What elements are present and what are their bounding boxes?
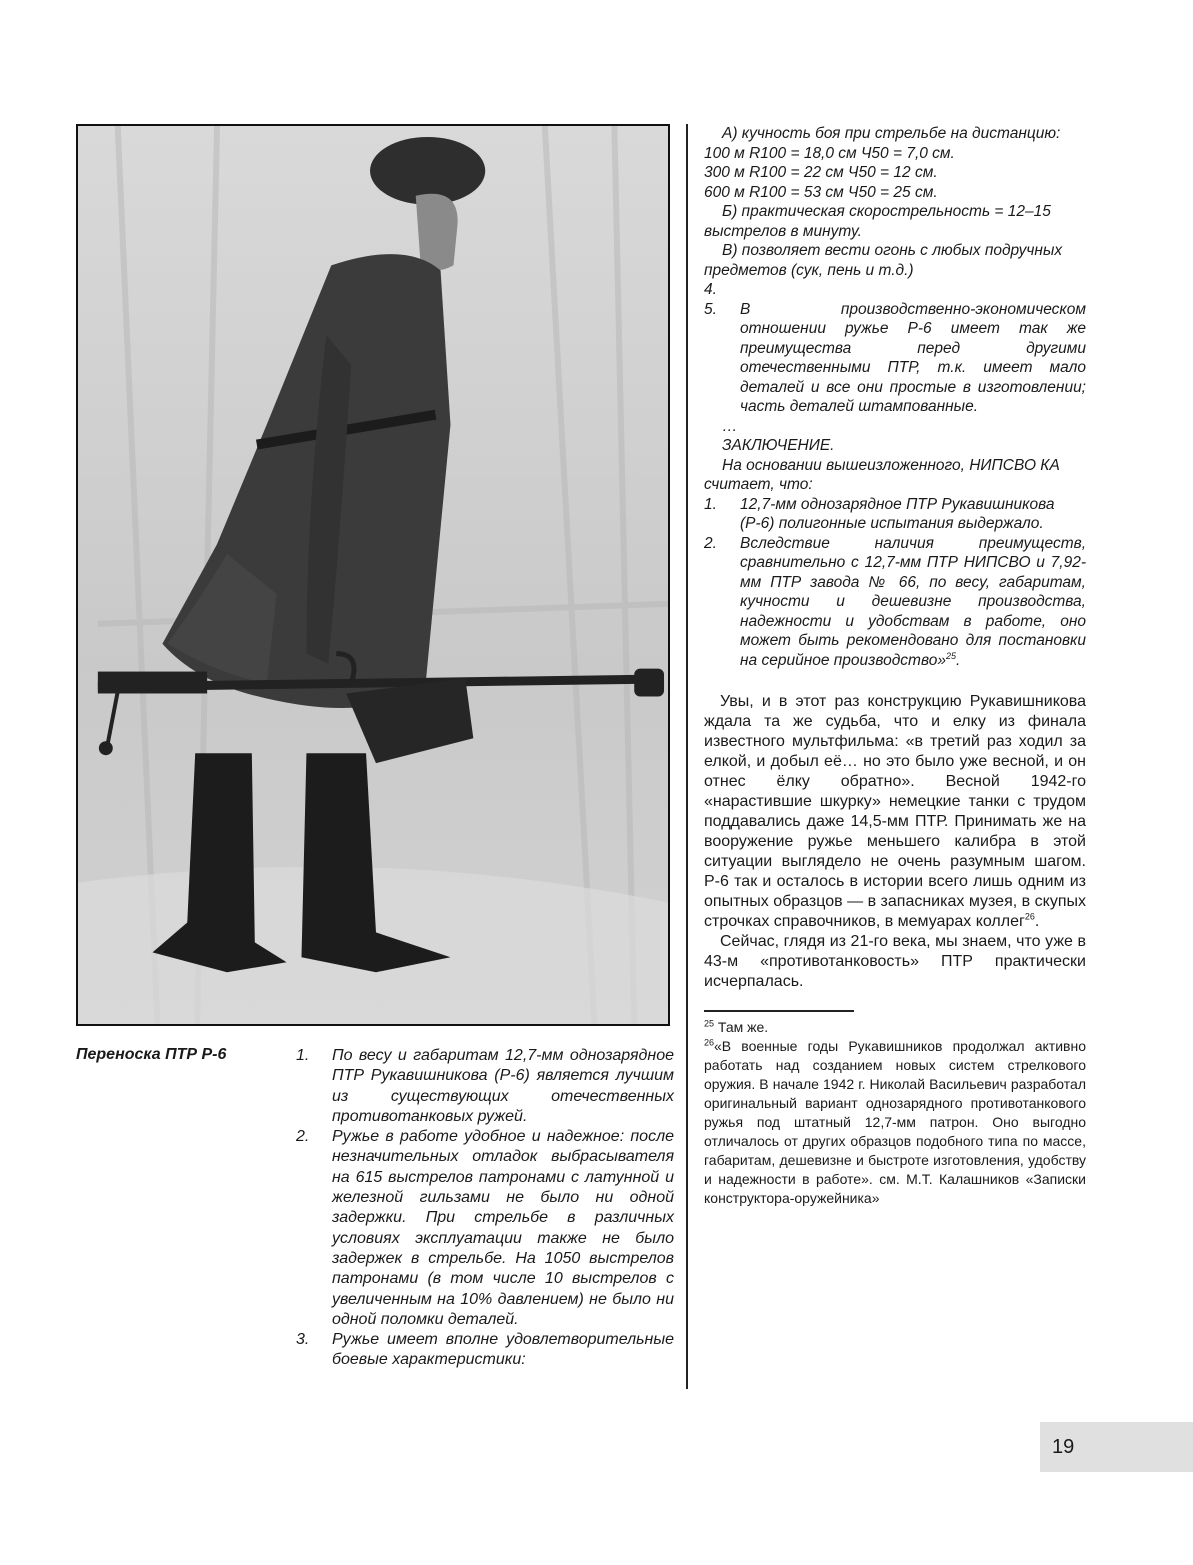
list-item: 4. (704, 281, 717, 298)
list-item: 3. Ружье имеет вполне удовлетворительные боевые характеристики: (296, 1331, 674, 1369)
conclusion-list (704, 495, 1086, 671)
footnote: $^{26}$«В военные годы Рукавишников продолжал активно работать над созданием новых систем стрелкового оружия. В начале 1942 г. Николай Васильевич разработал оригинальный вариант однозарядного противотанкового ружья под штатный 12,7-мм патрон. Оно выгодно отличалось от других образцов подобного типа по массе, габаритам, дешевизне и быстроте изготовления, удобству и надежности в работе». см. М.Т. Калашников «Записки конструктора-оружейника» (704, 1037, 1086, 1206)
item-a-line1: А) кучность боя при стрельбе на дистанцию: (722, 125, 1061, 142)
conclusion-intro: На основании вышеизложенного, НИПСВО КА считает, что: (704, 456, 1060, 493)
column-divider (686, 124, 688, 1389)
ellipsis: … (722, 417, 738, 435)
numbered-list-1-3 (296, 1046, 674, 1371)
list-item: 5. В производственно-экономическом отношении ружье Р-6 имеет так же преимущества перед другими отечественными ПТР, т.к. имеет мало деталей и все они простые в изготовлении; часть деталей штампованные. (704, 300, 1086, 415)
photo-illustration (78, 126, 668, 1024)
list-item: 1. 12,7-мм однозарядное ПТР Рукавишникова (Р-6) полигонные испытания выдержало. (704, 495, 1055, 532)
numbered-list-4-5 (704, 280, 1086, 417)
photo-caption: Переноска ПТР Р-6 (76, 1046, 227, 1063)
page-number: 19 (1040, 1422, 1193, 1472)
photo-soldier-with-rifle (76, 124, 670, 1026)
conclusion-title: ЗАКЛЮЧЕНИЕ. (722, 437, 835, 454)
body-paragraph: Сейчас, глядя из 21-го века, мы знаем, что уже в 43-м «противотанковость» ПТР практически исчерпалась. (704, 933, 1086, 990)
middle-column (296, 1046, 674, 1371)
item-a-line2: 100 м R100 = 18,0 см Ч50 = 7,0 см. (704, 144, 955, 162)
item-c: В) позволяет вести огонь с любых подручных предметов (сук, пень и т.д.) (704, 242, 1063, 279)
right-column (704, 124, 1086, 1208)
list-item: 2. Ружье в работе удобное и надежное: после незначительных отладок выбрасывателя на 615 выстрелов патронами с латунной и железной гильзами не было ни одной задержки. При стрельбе в различных условиях эксплуатации также не было задержек в стрельбе. На 1050 выстрелов патронами (в том числе 10 выстрелов с увеличенным на 10% давлением) не было ни одной поломки деталей. (296, 1128, 674, 1328)
footnote: $^{25}$ Там же. (704, 1018, 769, 1035)
item-a-line4: 600 м R100 = 53 см Ч50 = 25 см. (704, 183, 938, 201)
footnote-ref: 26 (1024, 911, 1035, 922)
body-paragraph: Увы, и в этот раз конструкцию Рукавишникова ждала та же судьба, что и елку из финала известного мультфильма: «в третий раз ходил за елкой, и добыл её… но это было уже весной, и он отнес ёлку обратно». Весной 1942-го «нарастившие шкурку» немецкие танки с трудом поддавались даже 14,5-мм ПТР. Принимать же на вооружение ружье меньшего калибра в этой ситуации выглядело не очень разумным шагом. Р-6 так и осталось в истории всего лишь одним из опытных образцов — в запасниках музея, в скупых строчках справочников, в мемуарах коллег$^{26}$. (704, 693, 1086, 930)
list-item: 2. Вследствие наличия преимуществ, сравнительно с 12,7-мм ПТР НИПСВО и 7,92-мм ПТР завода № 66, по весу, габаритам, кучности и дешевизне производства, надежности и удобствам в работе, оно может быть рекомендовано для постановки на серийное производство»$^{25}$. (704, 534, 1086, 669)
footnote-rule (704, 1010, 854, 1012)
item-b: Б) практическая скорострельность = 12–15 выстрелов в минуту. (704, 203, 1051, 240)
list-item: 1. По весу и габаритам 12,7-мм однозарядное ПТР Рукавишникова (Р-6) является лучшим из существующих отечественных противотанковых ружей. (296, 1047, 674, 1125)
item-a-line3: 300 м R100 = 22 см Ч50 = 12 см. (704, 164, 938, 181)
footnote-ref: 25 (945, 650, 956, 661)
